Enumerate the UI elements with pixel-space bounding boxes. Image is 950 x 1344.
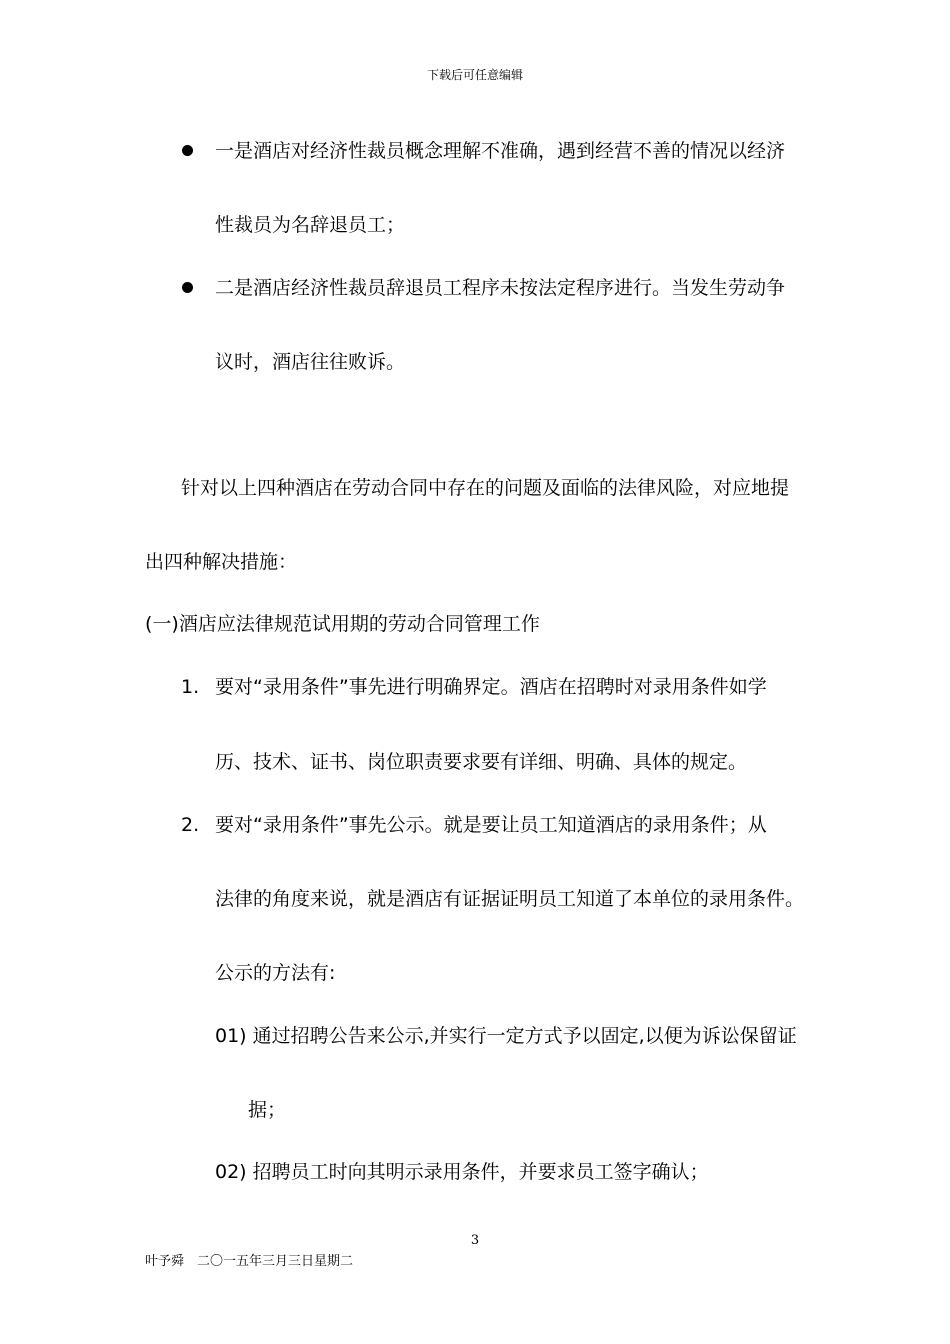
method-1-line-2: 据；: [248, 1099, 287, 1121]
page-footer: 叶予舜 二〇一五年三月三日星期二: [145, 1254, 354, 1269]
bullet-dot: [182, 282, 193, 293]
method-1-line-1: 01) 通过招聘公告来公示,并实行一定方式予以固定,以便为诉讼保留证: [215, 1025, 797, 1047]
numbered-item-1-number: 1.: [181, 676, 200, 698]
numbered-item-2-line-3: 公示的方法有:: [215, 962, 336, 984]
numbered-item-2-line-2: 法律的角度来说，就是酒店有证据证明员工知道了本单位的录用条件。: [215, 888, 805, 910]
bullet-1-line-2: 性裁员为名辞退员工；: [215, 214, 406, 236]
section-heading: (一)酒店应法律规范试用期的劳动合同管理工作: [145, 613, 540, 635]
paragraph-line-1: 针对以上四种酒店在劳动合同中存在的问题及面临的法律风险，对应地提: [181, 477, 790, 499]
numbered-item-1-line-2: 历、技术、证书、岗位职责要求要有详细、明确、具体的规定。: [215, 751, 748, 773]
page-number: 3: [470, 1233, 480, 1248]
bullet-2-line-1: 二是酒店经济性裁员辞退员工程序未按法定程序进行。当发生劳动争: [215, 277, 786, 299]
paragraph-line-2: 出四种解决措施：: [145, 551, 298, 573]
bullet-2-line-2: 议时，酒店往往败诉。: [215, 351, 406, 373]
page-header: 下载后可任意编辑: [426, 68, 523, 82]
bullet-1-line-1: 一是酒店对经济性裁员概念理解不准确，遇到经营不善的情况以经济: [215, 140, 786, 162]
method-2-line-1: 02) 招聘员工时向其明示录用条件，并要求员工签字确认；: [215, 1161, 709, 1183]
numbered-item-2-line-1: 要对“录用条件”事先公示。就是要让员工知道酒店的录用条件；从: [215, 814, 767, 836]
numbered-item-1-line-1: 要对“录用条件”事先进行明确界定。酒店在招聘时对录用条件如学: [215, 676, 767, 698]
bullet-dot: [182, 145, 193, 156]
numbered-item-2-number: 2.: [181, 814, 200, 836]
